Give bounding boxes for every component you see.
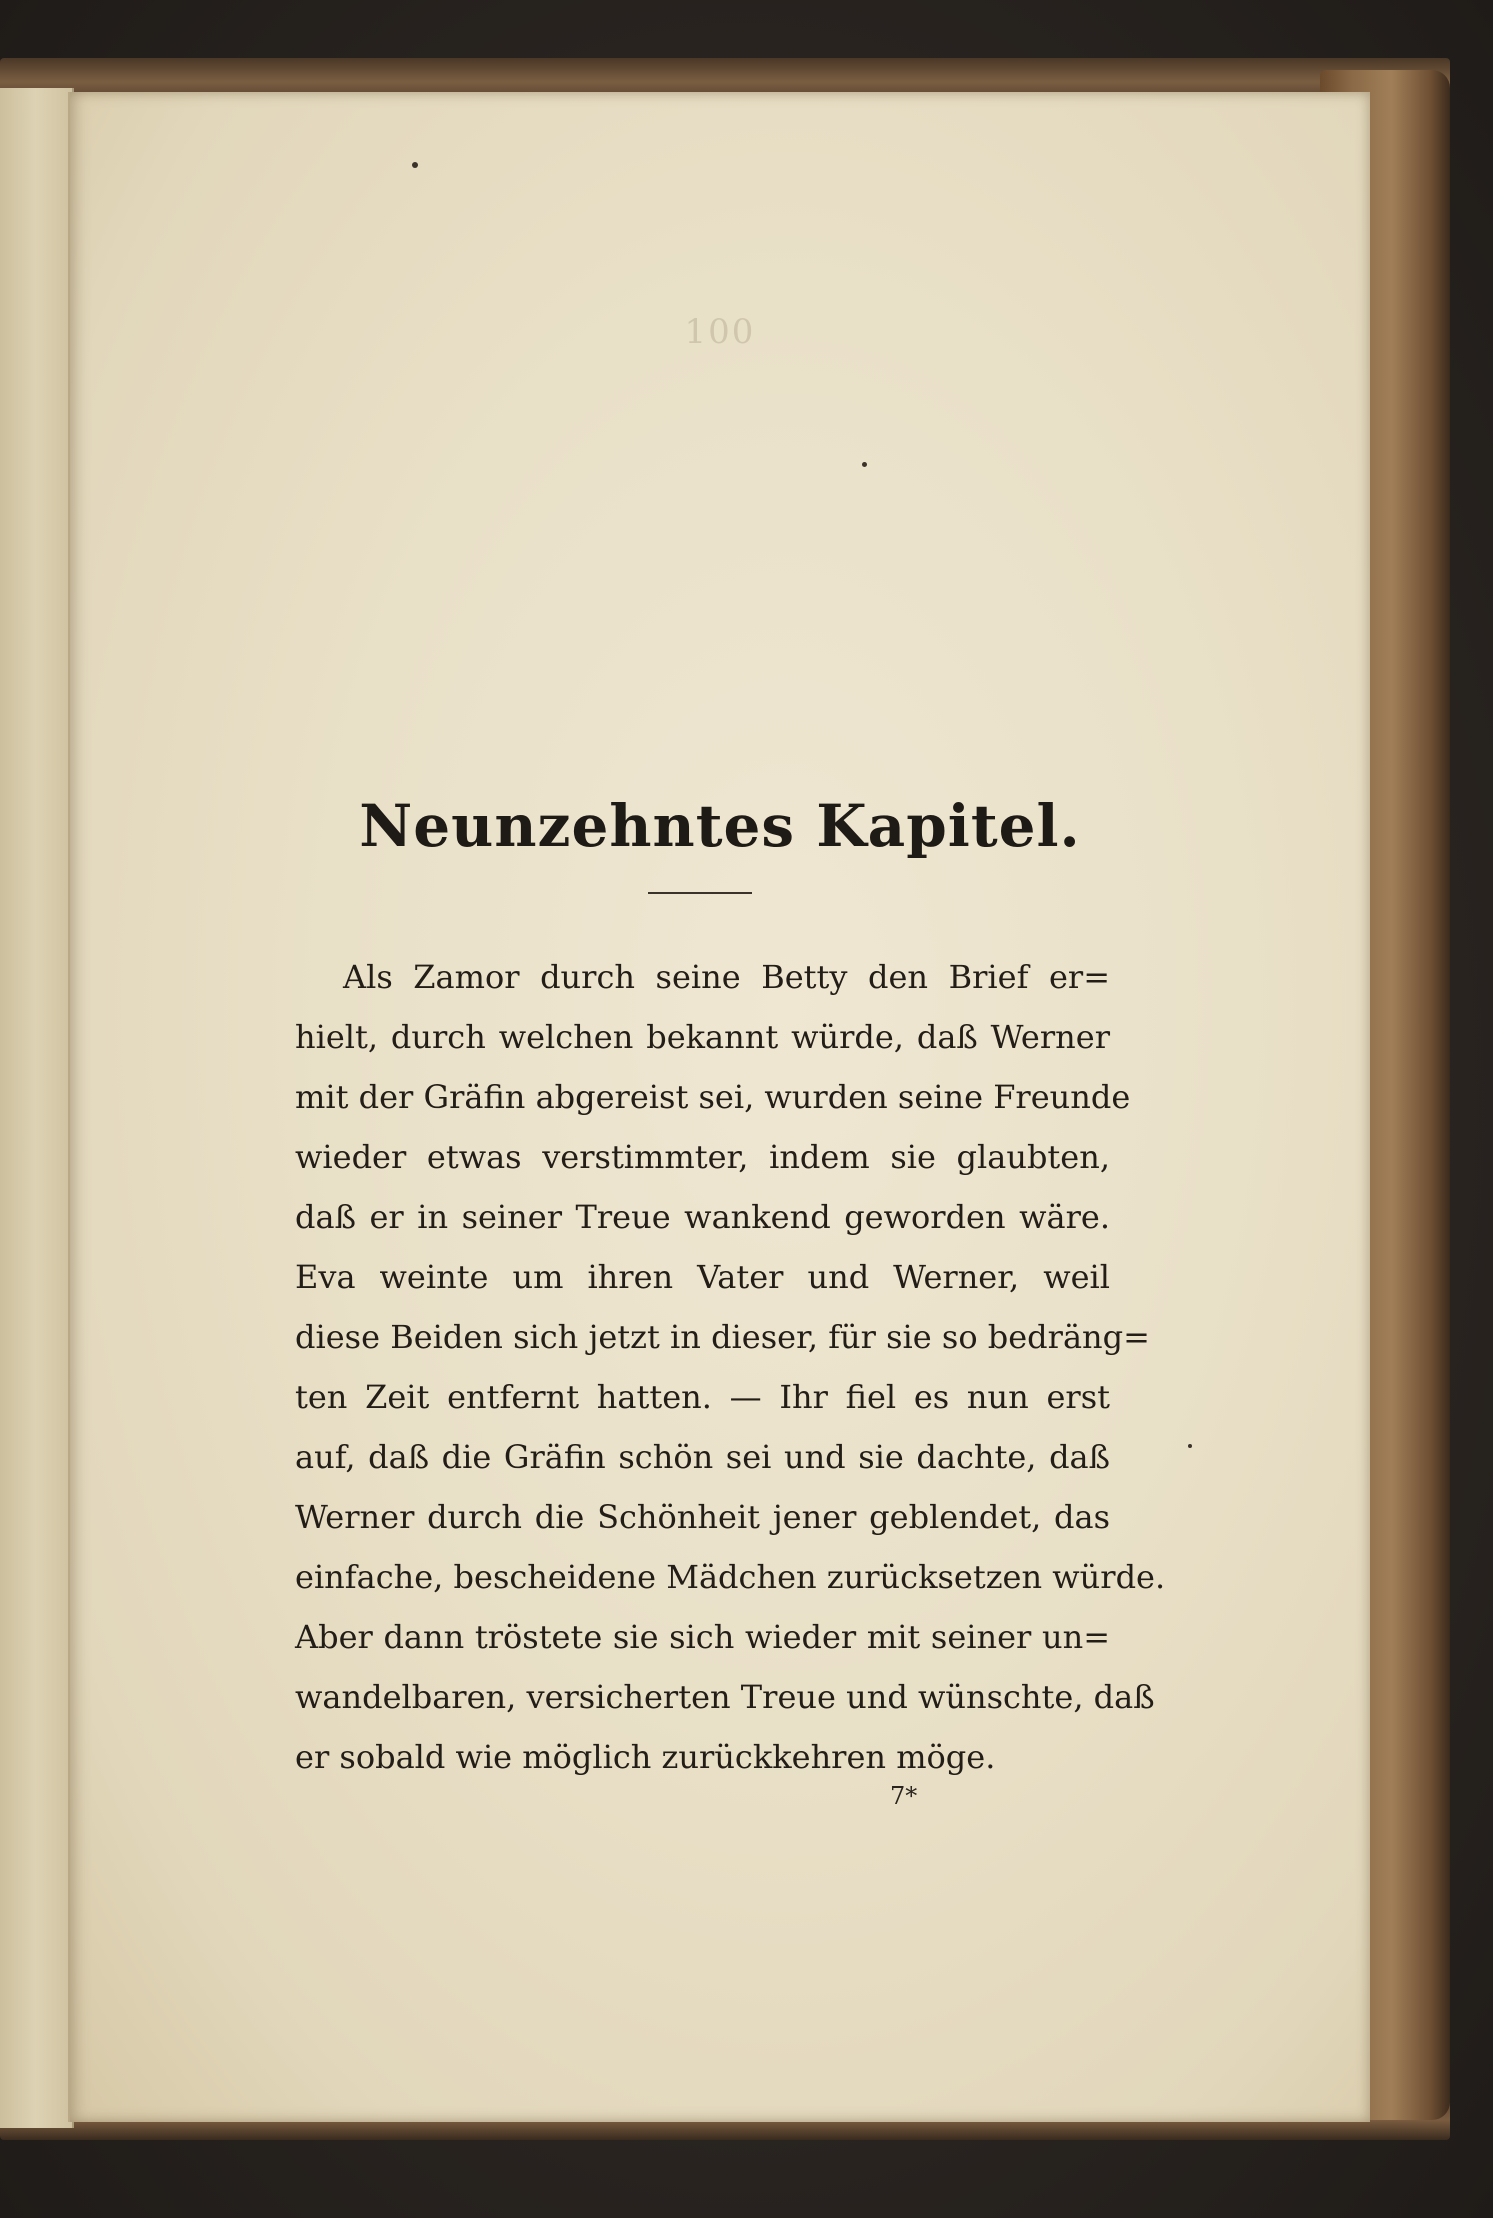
heading-divider (648, 892, 752, 894)
book-page (68, 92, 1370, 2122)
text-line: er sobald wie möglich zurückkehren möge. (295, 1738, 996, 1776)
bleed-through-page-number: 100 (684, 312, 756, 352)
text-line: wandelbaren, versicherten Treue und wünschte, daß (295, 1678, 1155, 1716)
text-line: Als Zamor durch seine Betty den Brief er= (343, 958, 1110, 996)
ink-speck (862, 462, 867, 467)
text-line: einfache, bescheidene Mädchen zurücksetzen würde. (295, 1558, 1166, 1596)
left-facing-page (0, 88, 74, 2128)
text-line: hielt, durch welchen bekannt würde, daß Werner (295, 1018, 1110, 1056)
ink-speck (1188, 1444, 1192, 1448)
text-line: Werner durch die Schönheit jener geblendet, das (295, 1498, 1110, 1536)
text-line: ten Zeit entfernt hatten. — Ihr fiel es nun erst (295, 1378, 1110, 1416)
chapter-body-text (295, 947, 1166, 1787)
text-line: diese Beiden sich jetzt in dieser, für sie so bedräng= (295, 1318, 1150, 1356)
text-line: auf, daß die Gräfin schön sei und sie dachte, daß (295, 1438, 1110, 1476)
ink-speck (412, 162, 418, 168)
text-line: daß er in seiner Treue wankend geworden wäre. (295, 1198, 1110, 1236)
text-line: wieder etwas verstimmter, indem sie glaubten, (295, 1138, 1110, 1176)
text-line: mit der Gräfin abgereist sei, wurden seine Freunde (295, 1078, 1131, 1116)
signature-mark: 7* (890, 1782, 918, 1810)
chapter-heading: Neunzehntes Kapitel. (359, 792, 1081, 860)
text-line: Aber dann tröstete sie sich wieder mit seiner un= (295, 1618, 1110, 1656)
text-line: Eva weinte um ihren Vater und Werner, weil (295, 1258, 1110, 1296)
